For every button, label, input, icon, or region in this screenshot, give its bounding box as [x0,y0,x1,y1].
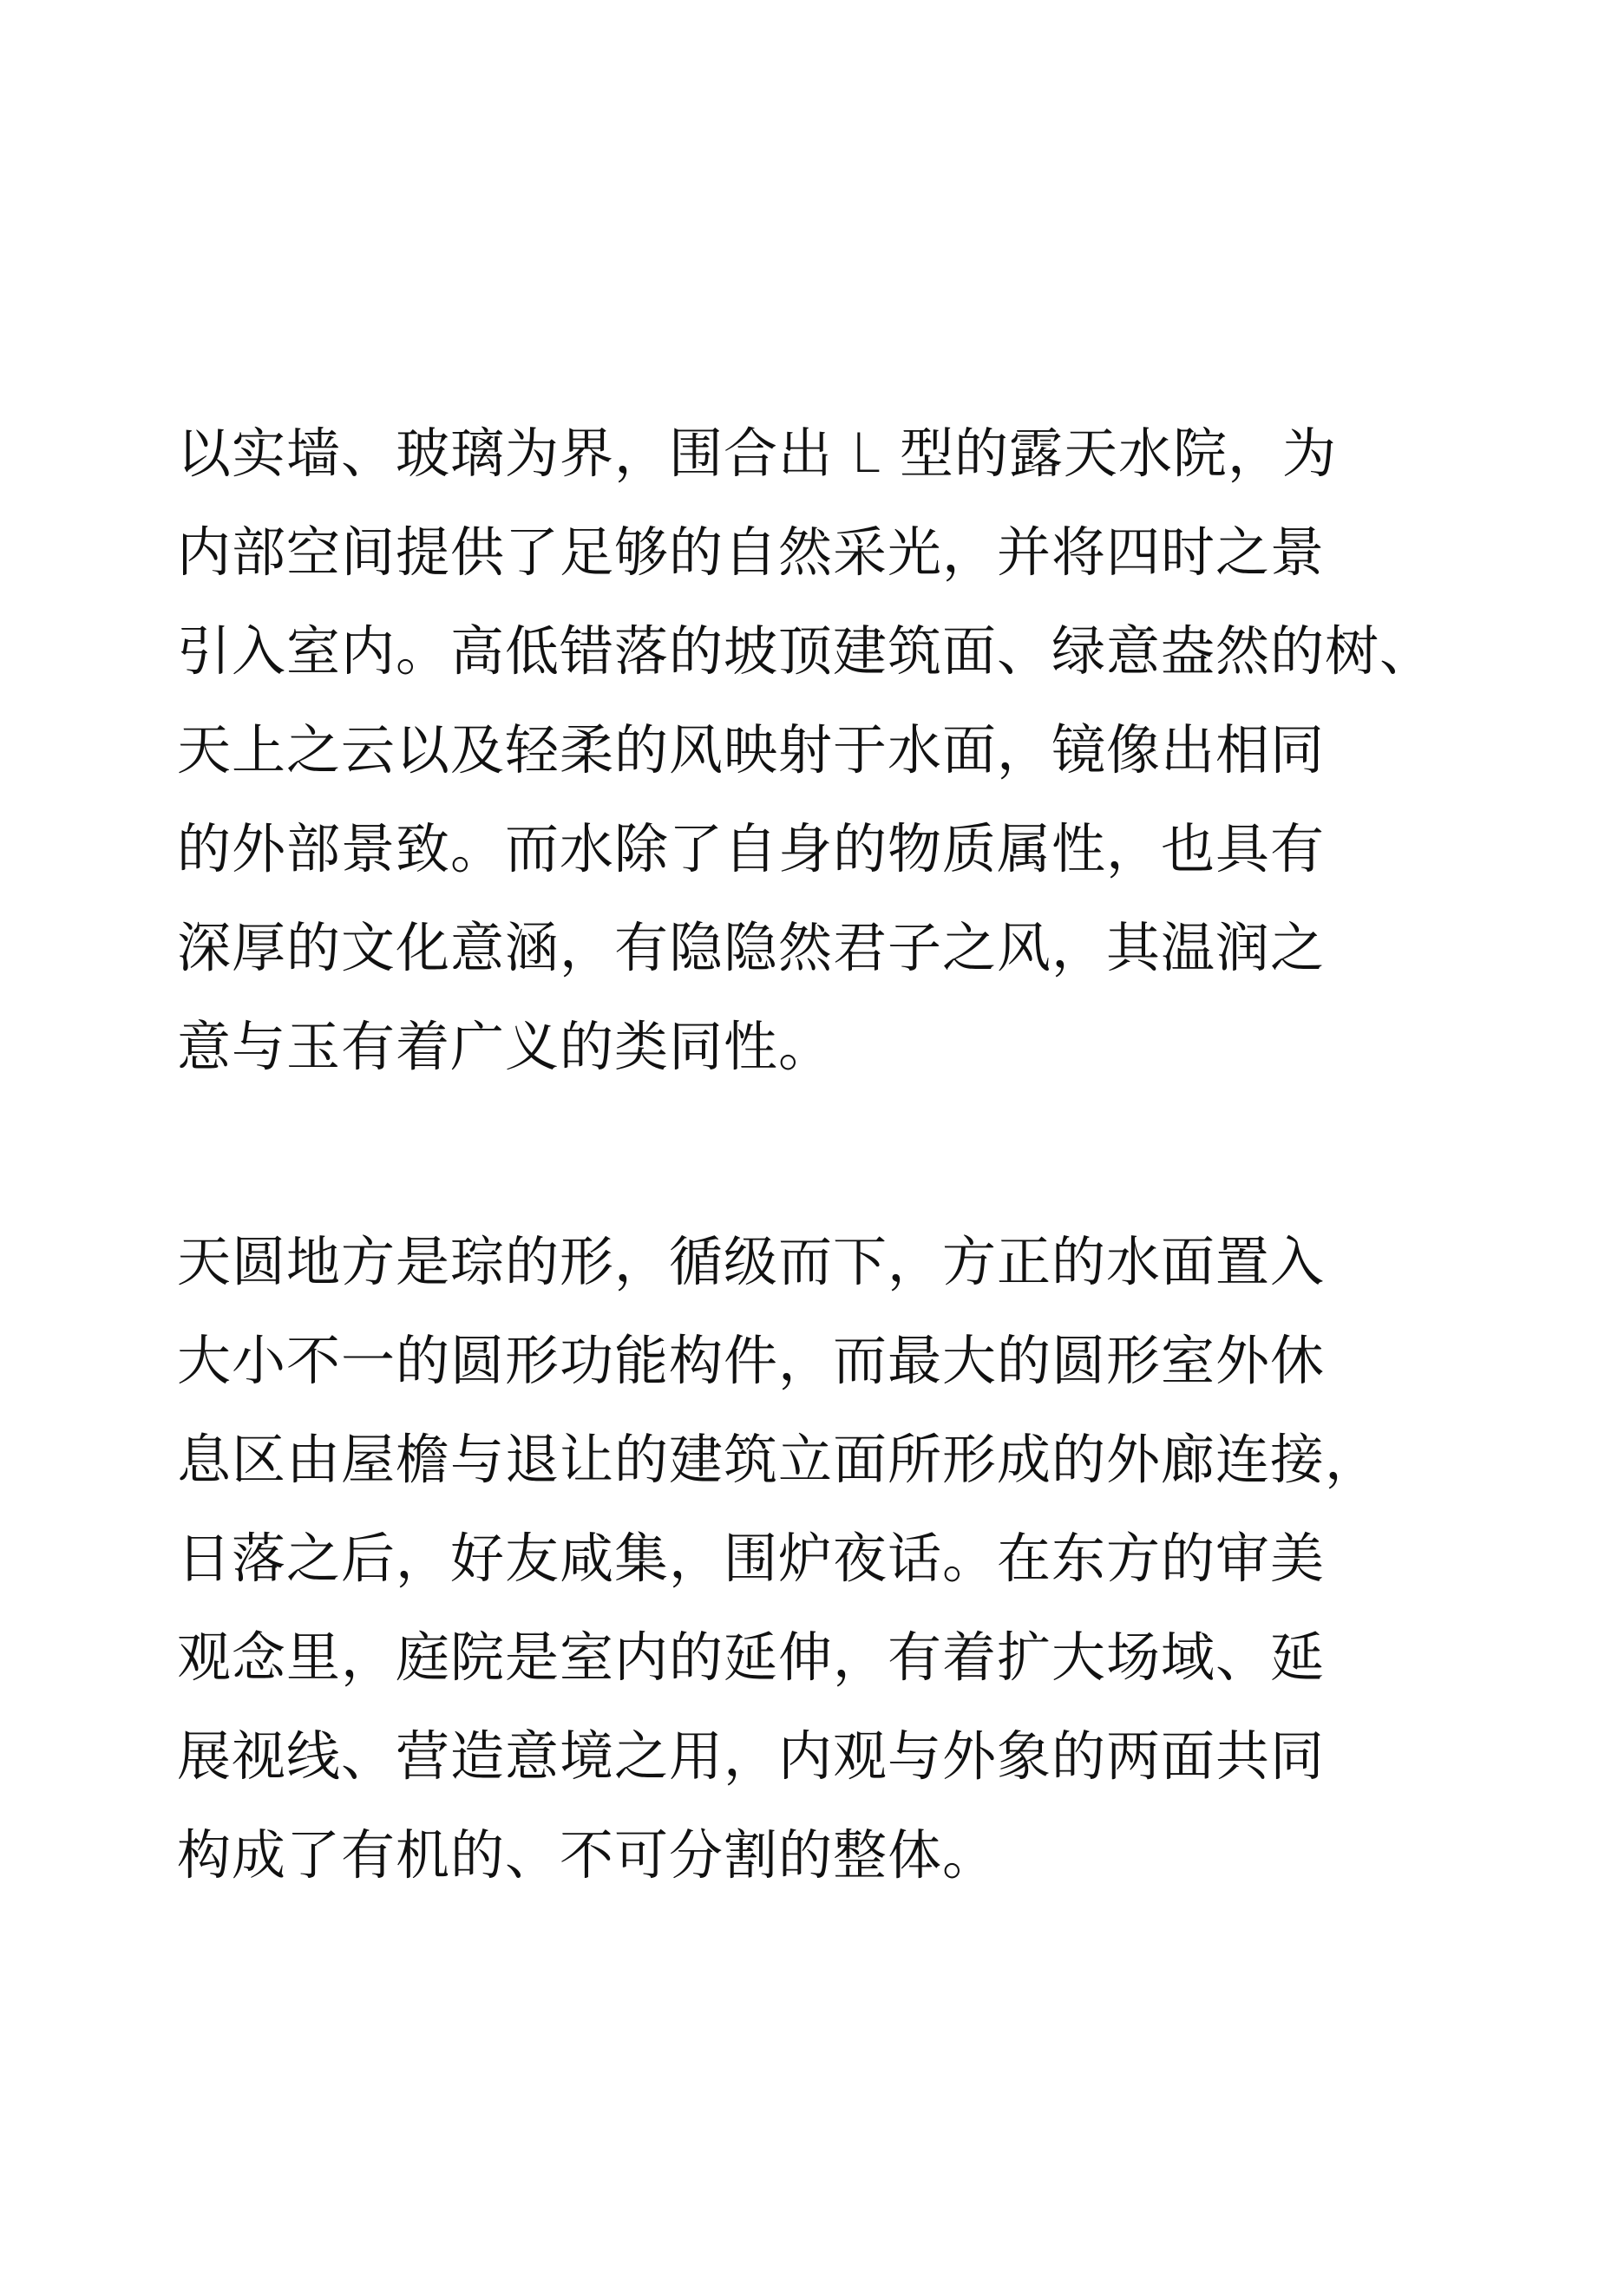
text-line: 观念里，庭院是室内的延伸，有着扩大场域、延 [177,1626,1326,1689]
text-line: 天上之云以及轻柔的风映射于水面，镜像出相同 [177,718,1326,782]
text-line: 引入室内。高低错落的坡顶建筑面、绿意盎然的树、 [177,619,1435,683]
text-line: 大小不一的圆形功能构件，而最大的圆形室外休 [177,1329,1326,1392]
text-line: 内部空间提供了足够的自然采光，并将四时之景 [177,520,1326,584]
text-line: 展视线、营造意境之用，内观与外象的两面共同 [177,1724,1326,1788]
text-line: 深厚的文化意涵，有隐隐然君子之风，其温润之 [177,916,1326,979]
text-line: 构成了有机的、不可分割的整体。 [177,1823,998,1887]
text-line: 日落之后，好友咸集，围炉夜话。在东方的审美 [177,1527,1326,1590]
text-line: 以实墙、玻璃为界，围合出 L 型的露天水院，为 [177,422,1337,485]
text-line: 天圆地方是琮的形，循级而下，方正的水面置入 [177,1230,1326,1293]
text-line: 意与玉有着广义的类同性。 [177,1015,834,1078]
paragraph-courtyard-concept [177,1213,1444,1905]
paragraph-water-courtyard [177,404,1444,1096]
text-line: 息区由屋檐与退让的建筑立面所形成的外廊连接， [177,1428,1380,1491]
text-line: 的外部景致。而水除了自身的物质属性，也具有 [177,817,1326,880]
